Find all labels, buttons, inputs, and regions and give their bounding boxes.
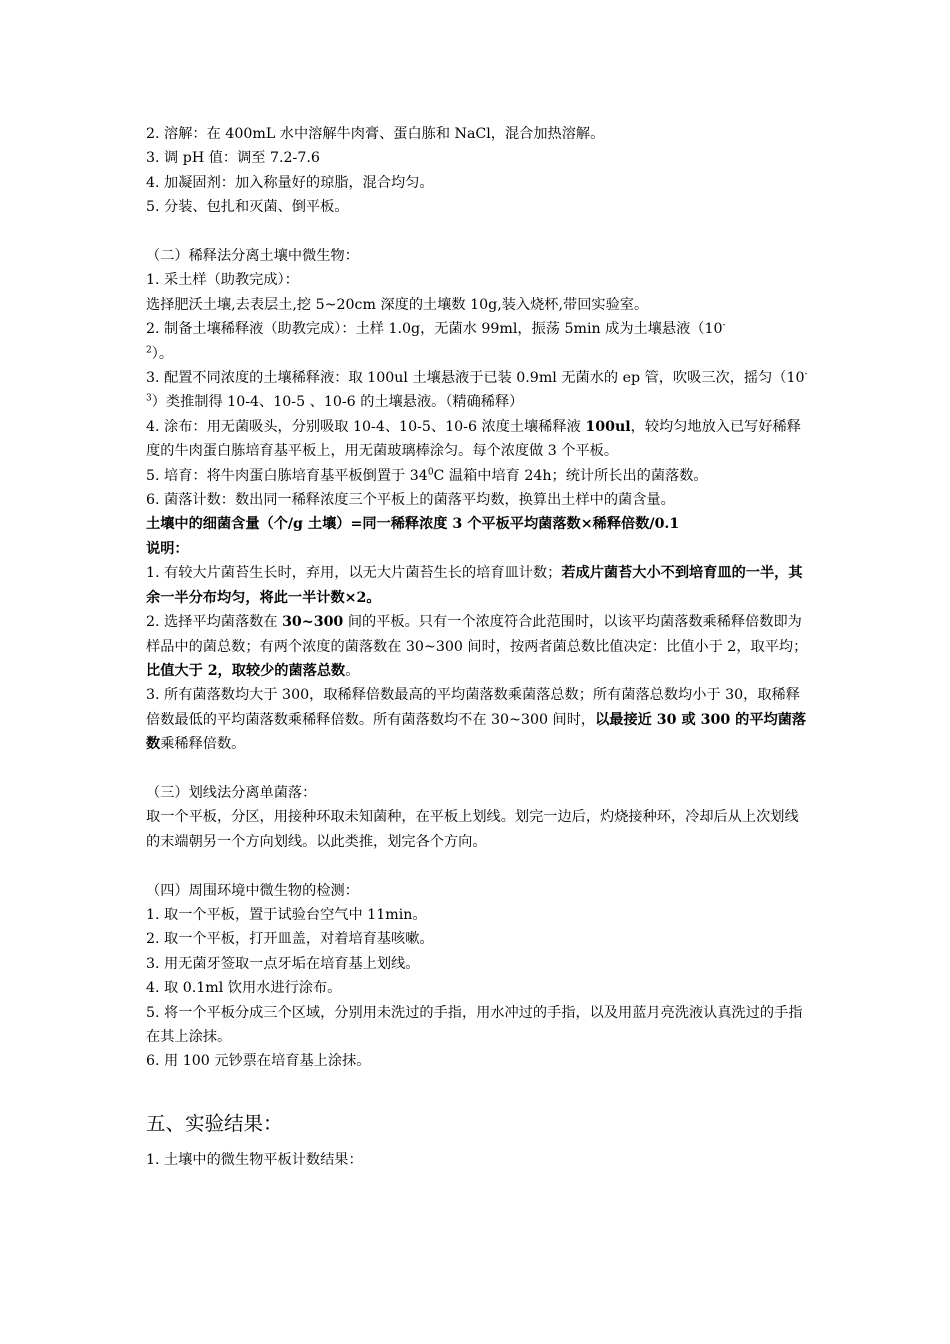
blank-line — [146, 220, 808, 244]
step-count: 6. 菌落计数：数出同一稀释浓度三个平板上的菌落平均数，换算出土样中的菌含量。 — [146, 492, 675, 509]
step-agar: 4. 加凝固剂：加入称量好的琼脂，混合均匀。 — [146, 174, 434, 191]
step-ph: 3. 调 pH 值：调至 7.2-7.6 — [146, 150, 320, 167]
section-heading-streak: （三）划线法分离单菌落： — [146, 784, 317, 801]
formula: 土壤中的细菌含量（个/g 土壤）=同一稀释浓度 3 个平板平均菌落数×稀释倍数/0.1 — [146, 516, 680, 533]
env-step-4: 4. 取 0.1ml 饮用水进行涂布。 — [146, 980, 342, 997]
step-spread: 4. 涂布：用无菌吸头，分别吸取 10-4、10-5、10-6 浓度土壤稀释液 100ul，较均匀地放入已写好稀释度的牛肉蛋白胨培育基平板上，用无菌玻璃棒涂匀。每个浓度做 3 个平板。 — [146, 418, 801, 460]
section-heading-results: 五、实验结果： — [146, 1112, 283, 1136]
env-step-5: 5. 将一个平板分成三个区域，分别用未洗过的手指，用水冲过的手指，以及用蓝月亮洗液认真洗过的手指在其上涂抹。 — [146, 1004, 803, 1045]
note-3: 3. 所有菌落数均大于 300，取稀释倍数最高的平均菌落数乘菌落总数；所有菌落总数均小于 30，取稀释倍数最低的平均菌落数乘稀释倍数。所有菌落数均不在 30~300 间时，以最接近 30 或 300 的平均菌落数乘稀释倍数。 — [146, 687, 807, 753]
env-step-2: 2. 取一个平板，打开皿盖，对着培育基咳嗽。 — [146, 931, 434, 948]
env-step-6: 6. 用 100 元钞票在培育基上涂抹。 — [146, 1053, 371, 1070]
step-sample-soil: 1. 采土样（助教完成）： — [146, 272, 299, 289]
section-heading-environment: （四）周围环境中微生物的检测： — [146, 882, 359, 899]
step-prepare-suspension: 2. 制备土壤稀释液（助教完成）：土样 1.0g，无菌水 99ml，振荡 5min 成为土壤悬液（10- $^2$）。 — [146, 320, 726, 362]
step-serial-dilution: 3. 配置不同浓度的土壤稀释液：取 100ul 土壤悬液于已装 0.9ml 无菌水的 ep 管，吹吸三次，摇匀$(10^{-3})$类推制得 10-4、10-5 、10-6 的土壤悬液。（精确稀释） — [146, 369, 808, 411]
streak-body: 取一个平板，分区，用接种环取未知菌种，在平板上划线。划完一边后，灼烧接种环，冷却后从上次划线的末端朝另一个方向划线。以此类推，划完各个方向。 — [146, 809, 799, 850]
section-heading-dilution: （二）稀释法分离土壤中微生物： — [146, 248, 359, 265]
step-incubate: 5. 培育：将牛肉蛋白胨培育基平板倒置于 $34^0C$ 温箱中培育 24h；统计所长出的菌落数。 — [146, 466, 708, 484]
note-2: 2. 选择平均菌落数在 30~300 间的平板。只有一个浓度符合此范围时，以该平均菌落数乘稀释倍数即为样品中的菌总数；有两个浓度的菌落数在 30~300 间时，按两者菌总数比值决定：比值小于 2，取平均；比值大于 2，取较少的菌落总数。 — [146, 614, 808, 679]
note-label: 说明： — [146, 540, 189, 557]
blank-line — [146, 1074, 808, 1098]
env-step-1: 1. 取一个平板，置于试验台空气中 11min。 — [146, 906, 427, 923]
env-step-3: 3. 用无菌牙签取一点牙垢在培育基上划线。 — [146, 955, 420, 972]
note-1: 1. 有较大片菌苔生长时，弃用，以无大片菌苔生长的培育皿计数；若成片菌苔大小不到培育皿的一半，其余一半分布均匀，将此一半计数×2。 — [146, 565, 803, 606]
step-sample-soil-detail: 选择肥沃土壤,去表层土,挖 5~20cm 深度的土壤数 10g,装入烧杯,带回实验室。 — [146, 296, 649, 313]
result-1: 1. 土壤中的微生物平板计数结果： — [146, 1152, 363, 1169]
step-dissolve: 2. 溶解：在 400mL 水中溶解牛肉膏、蛋白胨和 NaCl，混合加热溶解。 — [146, 126, 605, 142]
blank-line — [146, 757, 808, 781]
blank-line — [146, 854, 808, 878]
document-body — [146, 122, 808, 1173]
step-sterilize: 5. 分装、包扎和灭菌、倒平板。 — [146, 199, 349, 216]
